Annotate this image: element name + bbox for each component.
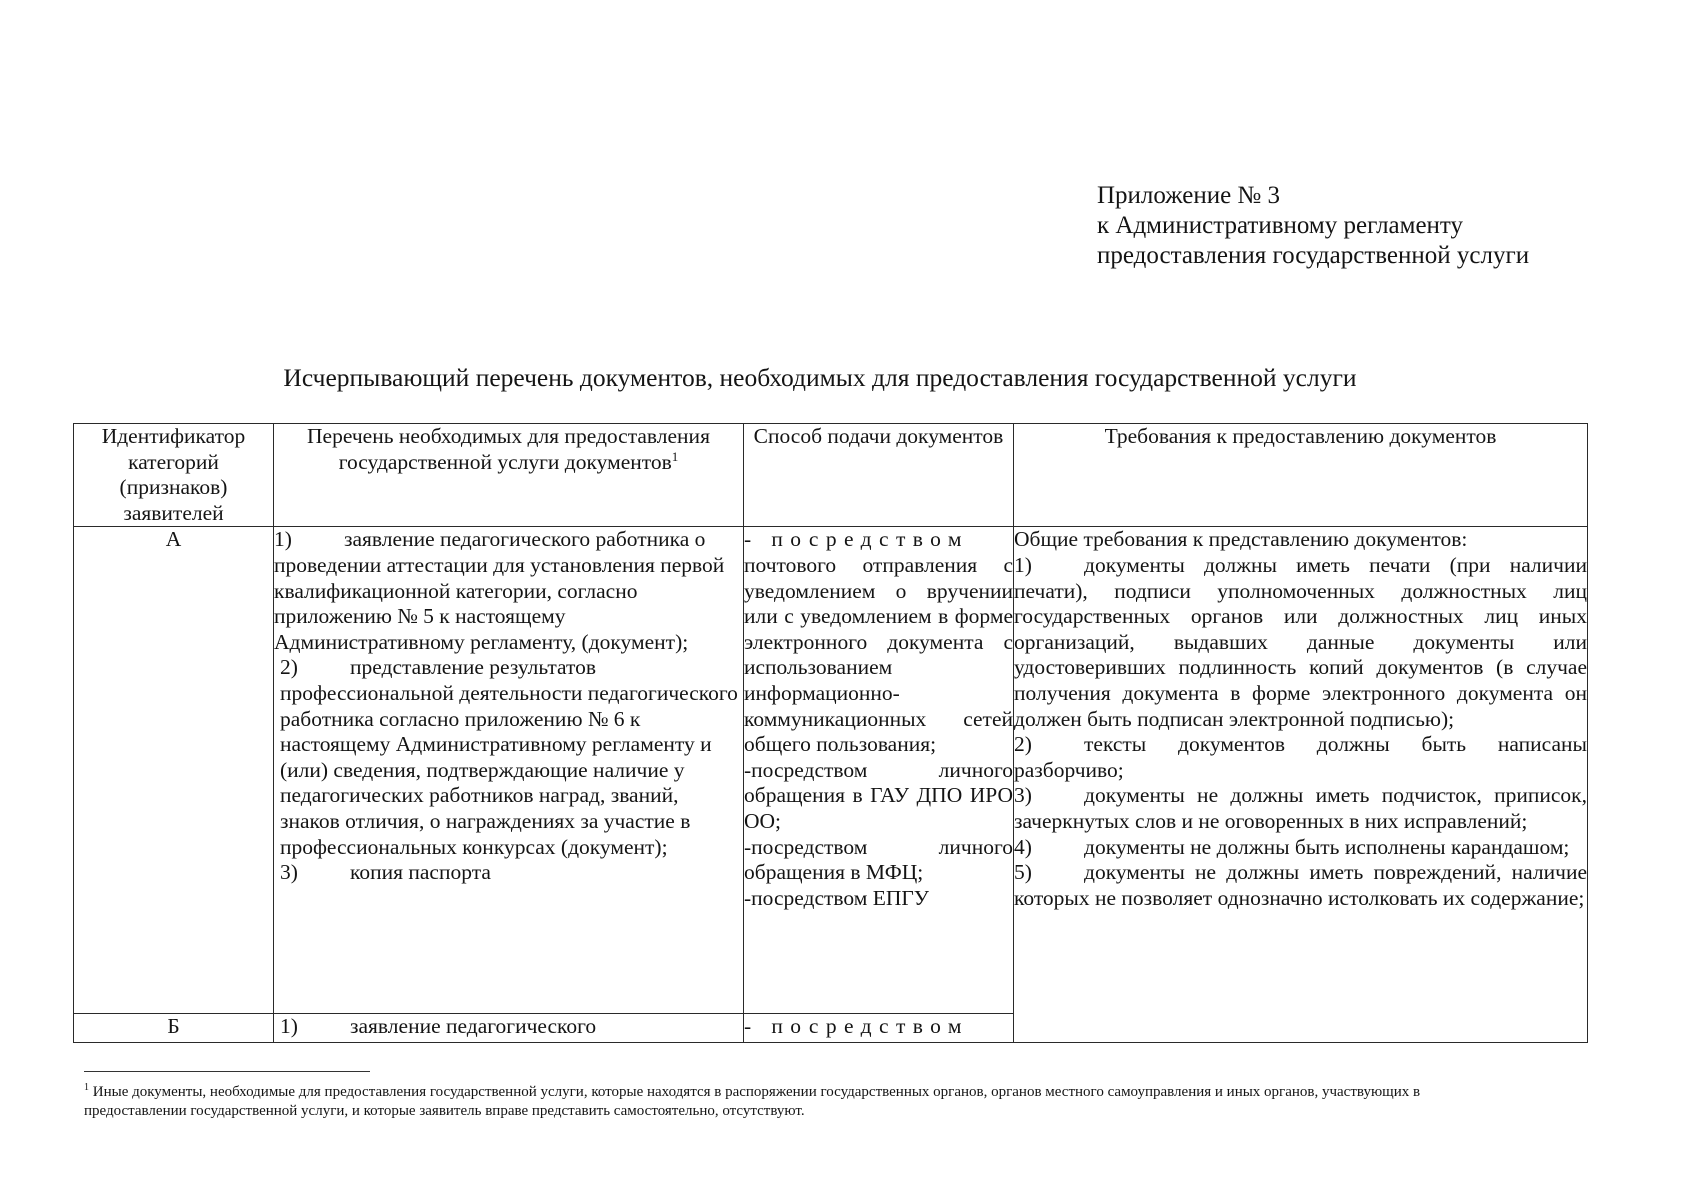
method-item: -посредством личного обращения в МФЦ; xyxy=(744,834,1013,885)
requirement-item: 4) документы не должны быть исполнены карандашом; xyxy=(1014,834,1570,859)
footnote-text: Иные документы, необходимые для предоставления государственной услуги, которые находятся в распоряжении государственных органов, органов местного самоуправления и иных органов, участвующих в предоставлении государственной услуги, и которые заявитель вправе представить самостоятельно, отсутствуют. xyxy=(84,1084,1421,1119)
list-item: 2) представление результатов профессиональной деятельности педагогического работника согласно приложению № 6 к настоящему Административному регламенту и (или) сведения, подтверждающие наличие у педагогических работников наград, званий, знаков отличия, о награждениях за участие в профессиональных конкурсах (документ); xyxy=(280,655,738,859)
method-item: -посредством личного обращения в ГАУ ДПО ИРО ОО; xyxy=(744,757,1013,833)
header-documents-list: Перечень необходимых для предоставления государственной услуги документов$^1$ xyxy=(274,424,744,527)
submission-method-cell xyxy=(744,1014,1014,1043)
document-title: Исчерпывающий перечень документов, необходимых для предоставления государственной услуги xyxy=(283,363,1357,392)
footnote-mark: 1 xyxy=(671,448,679,464)
header-requirements: Требования к предоставлению документов xyxy=(1014,424,1588,527)
list-item: 3) копия паспорта xyxy=(280,860,491,885)
requirement-item: 2) тексты документов должны быть написаны разборчиво; xyxy=(1014,732,1587,782)
footnote xyxy=(84,1083,1524,1121)
documents-cell xyxy=(274,1014,744,1043)
method-intro: - посредством xyxy=(744,1014,969,1039)
category-cell: А xyxy=(74,527,274,1014)
method-item: почтового отправления с уведомлением о вручении или с уведомлением в форме электронного документа с использованием информационно-коммуникационных сетей общего пользования; xyxy=(744,552,1013,757)
submission-method-cell xyxy=(744,527,1014,1014)
requirement-item: 1) документы должны иметь печати (при наличии печати), подписи уполномоченных должностных лиц государственных органов или должностных лиц иных организаций, выдавших данные документы или удостоверивших подлинность копий документов (в случае получения документа в форме электронного документа он должен быть подписан электронной подписью); xyxy=(1014,552,1587,731)
requirement-item: 3) документы не должны иметь подчисток, приписок, зачеркнутых слов и не оговоренных в них исправлений; xyxy=(1014,783,1587,833)
method-item: -посредством ЕПГУ xyxy=(744,885,930,910)
method-intro: - посредством xyxy=(744,527,969,552)
list-item: 1) заявление педагогического xyxy=(280,1014,597,1039)
appendix-header xyxy=(1097,181,1529,271)
header-category-id: Идентификатор категорий (признаков) заявителей xyxy=(74,424,274,527)
appendix-reference: к Административному регламенту xyxy=(1097,212,1464,239)
requirements-heading: Общие требования к представлению документов: xyxy=(1014,527,1468,552)
table-row xyxy=(74,527,1588,1014)
footnote-mark: 1 xyxy=(84,1082,89,1093)
requirements-cell xyxy=(1014,527,1588,1043)
footnote-divider xyxy=(84,1071,370,1072)
category-cell: Б xyxy=(74,1014,274,1043)
header-submission-method: Способ подачи документов xyxy=(744,424,1014,527)
table-header-row xyxy=(74,424,1588,527)
appendix-service: предоставления государственной услуги xyxy=(1097,242,1530,269)
requirement-item: 5) документы не должны иметь повреждений, наличие которых не позволяет однозначно истолковать их содержание; xyxy=(1014,860,1587,910)
documents-cell xyxy=(274,527,744,1014)
appendix-number: Приложение № 3 xyxy=(1097,182,1281,209)
list-item: 1) заявление педагогического работника о проведении аттестации для установления первой квалификационной категории, согласно приложению № 5 к настоящему Административному регламенту, (документ); xyxy=(274,527,725,654)
documents-table xyxy=(73,423,1588,1043)
